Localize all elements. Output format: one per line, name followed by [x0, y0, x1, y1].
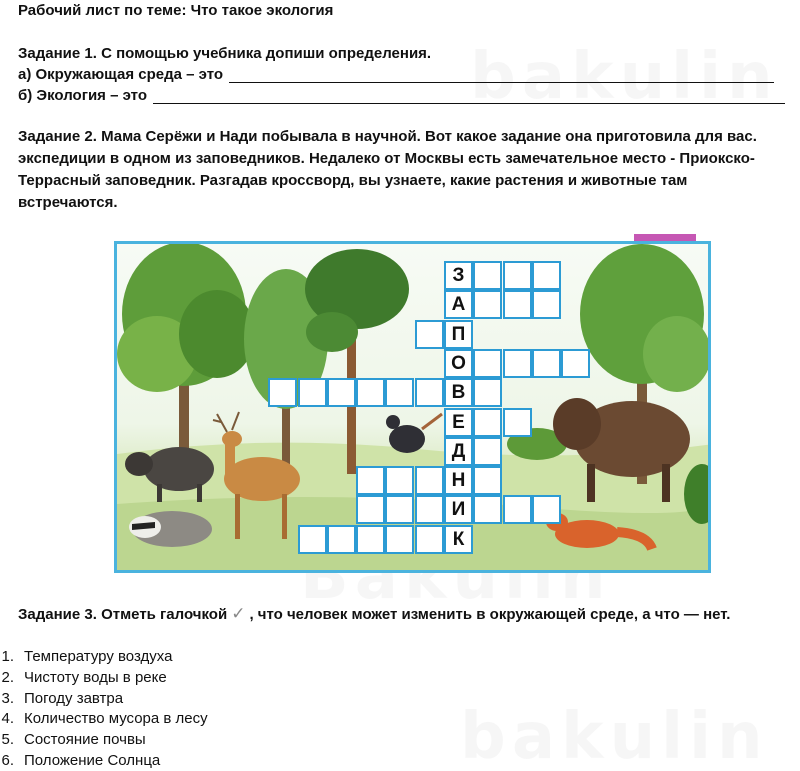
crossword-cell[interactable]: [473, 349, 502, 378]
task-3-heading-after: , что человек может изменить в окружающей среде, а что — нет.: [249, 605, 731, 623]
crossword-key-cell: К: [444, 525, 473, 554]
item-number: 3.: [1, 689, 14, 707]
crossword-cell[interactable]: [503, 408, 532, 437]
crossword-cell[interactable]: [415, 378, 444, 407]
crossword-cell[interactable]: [473, 466, 502, 495]
crossword-key-cell: З: [444, 261, 473, 290]
crossword-cell[interactable]: [532, 261, 561, 290]
crossword-cell[interactable]: [503, 290, 532, 319]
item-number: 2.: [1, 668, 14, 686]
definition-label: б) Экология – это: [18, 87, 147, 104]
task-2-line: Террасный заповедник. Разгадав кроссворд, вы узнаете, какие растения и животные там: [18, 172, 688, 189]
list-item[interactable]: [0, 752, 208, 771]
item-text: Количество мусора в лесу: [24, 710, 208, 728]
list-item[interactable]: [0, 710, 208, 731]
task-2-line: встречаются.: [18, 194, 118, 211]
crossword-cell[interactable]: [385, 525, 414, 554]
item-number: 6.: [1, 751, 14, 769]
crossword-cell[interactable]: [503, 495, 532, 524]
list-item[interactable]: [0, 731, 208, 752]
crossword-cell[interactable]: [473, 495, 502, 524]
crossword-cell[interactable]: [532, 495, 561, 524]
crossword-cell[interactable]: [503, 261, 532, 290]
list-item[interactable]: [0, 690, 208, 711]
definition-label: а) Окружающая среда – это: [18, 66, 224, 83]
crossword-cell[interactable]: [473, 261, 502, 290]
task-2-line: экспедиции в одном из заповедников. Недалеко от Москвы есть замечательное место - Приокско-: [18, 150, 755, 167]
crossword-cell[interactable]: [385, 466, 414, 495]
crossword-cell[interactable]: [415, 495, 444, 524]
task-3-list: [0, 648, 208, 771]
check-icon: ✓: [231, 604, 246, 624]
crossword-cell[interactable]: [415, 525, 444, 554]
crossword-cell[interactable]: [385, 378, 414, 407]
crossword-cell[interactable]: [356, 466, 385, 495]
crossword-cell[interactable]: [473, 378, 502, 407]
task-1-heading: Задание 1. С помощью учебника допиши определения.: [18, 45, 432, 62]
crossword-cell[interactable]: [327, 378, 356, 407]
crossword-cell[interactable]: [356, 525, 385, 554]
crossword-cell[interactable]: [415, 466, 444, 495]
page-title: Рабочий лист по теме: Что такое экология: [18, 2, 334, 19]
crossword-cell[interactable]: [356, 378, 385, 407]
crossword-cell[interactable]: [298, 525, 327, 554]
crossword-cell[interactable]: [473, 408, 502, 437]
answer-line[interactable]: [153, 89, 785, 104]
item-text: Погоду завтра: [24, 689, 124, 707]
crossword-key-cell: Е: [444, 408, 473, 437]
task-3-heading-before: Задание 3. Отметь галочкой: [18, 605, 228, 623]
crossword-key-cell: О: [444, 349, 473, 378]
crossword-cell[interactable]: [473, 437, 502, 466]
item-number: 1.: [1, 648, 14, 665]
crossword-cell[interactable]: [298, 378, 327, 407]
crossword-key-cell: П: [444, 320, 473, 349]
crossword-cell[interactable]: [268, 378, 297, 407]
watermark: [460, 700, 769, 771]
task-3-heading: [18, 604, 730, 624]
item-text: Положение Солнца: [24, 751, 161, 769]
item-number: 5.: [1, 731, 14, 749]
task-2-line: Задание 2. Мама Серёжи и Нади побывала в научной. Вот какое задание она приготовила для вас.: [18, 128, 757, 145]
crossword-cell[interactable]: [503, 349, 532, 378]
crossword-key-cell: А: [444, 290, 473, 319]
item-text: Температуру воздуха: [24, 648, 173, 665]
list-item[interactable]: [0, 669, 208, 690]
item-number: 4.: [1, 710, 14, 728]
crossword-cell[interactable]: [385, 495, 414, 524]
crossword-cell[interactable]: [473, 290, 502, 319]
definition-row-environment: [18, 66, 774, 83]
crossword-key-cell: Н: [444, 466, 473, 495]
definition-row-ecology: [18, 87, 785, 104]
crossword-cell[interactable]: [532, 290, 561, 319]
crossword-cell[interactable]: [327, 525, 356, 554]
answer-line[interactable]: [229, 68, 774, 83]
crossword-cell[interactable]: [532, 349, 561, 378]
crossword-cell[interactable]: [415, 320, 444, 349]
item-text: Состояние почвы: [24, 731, 146, 749]
item-text: Чистоту воды в реке: [24, 668, 167, 686]
task-1: [18, 45, 431, 62]
grouse-icon: [386, 414, 442, 453]
crossword-illustration: [114, 241, 711, 573]
crossword-key-cell: И: [444, 495, 473, 524]
crossword-key-cell: Д: [444, 437, 473, 466]
crossword-cell[interactable]: [356, 495, 385, 524]
task-2-paragraph: [18, 126, 788, 214]
crossword-key-cell: В: [444, 378, 473, 407]
crossword-cell[interactable]: [561, 349, 590, 378]
list-item[interactable]: [0, 648, 208, 669]
